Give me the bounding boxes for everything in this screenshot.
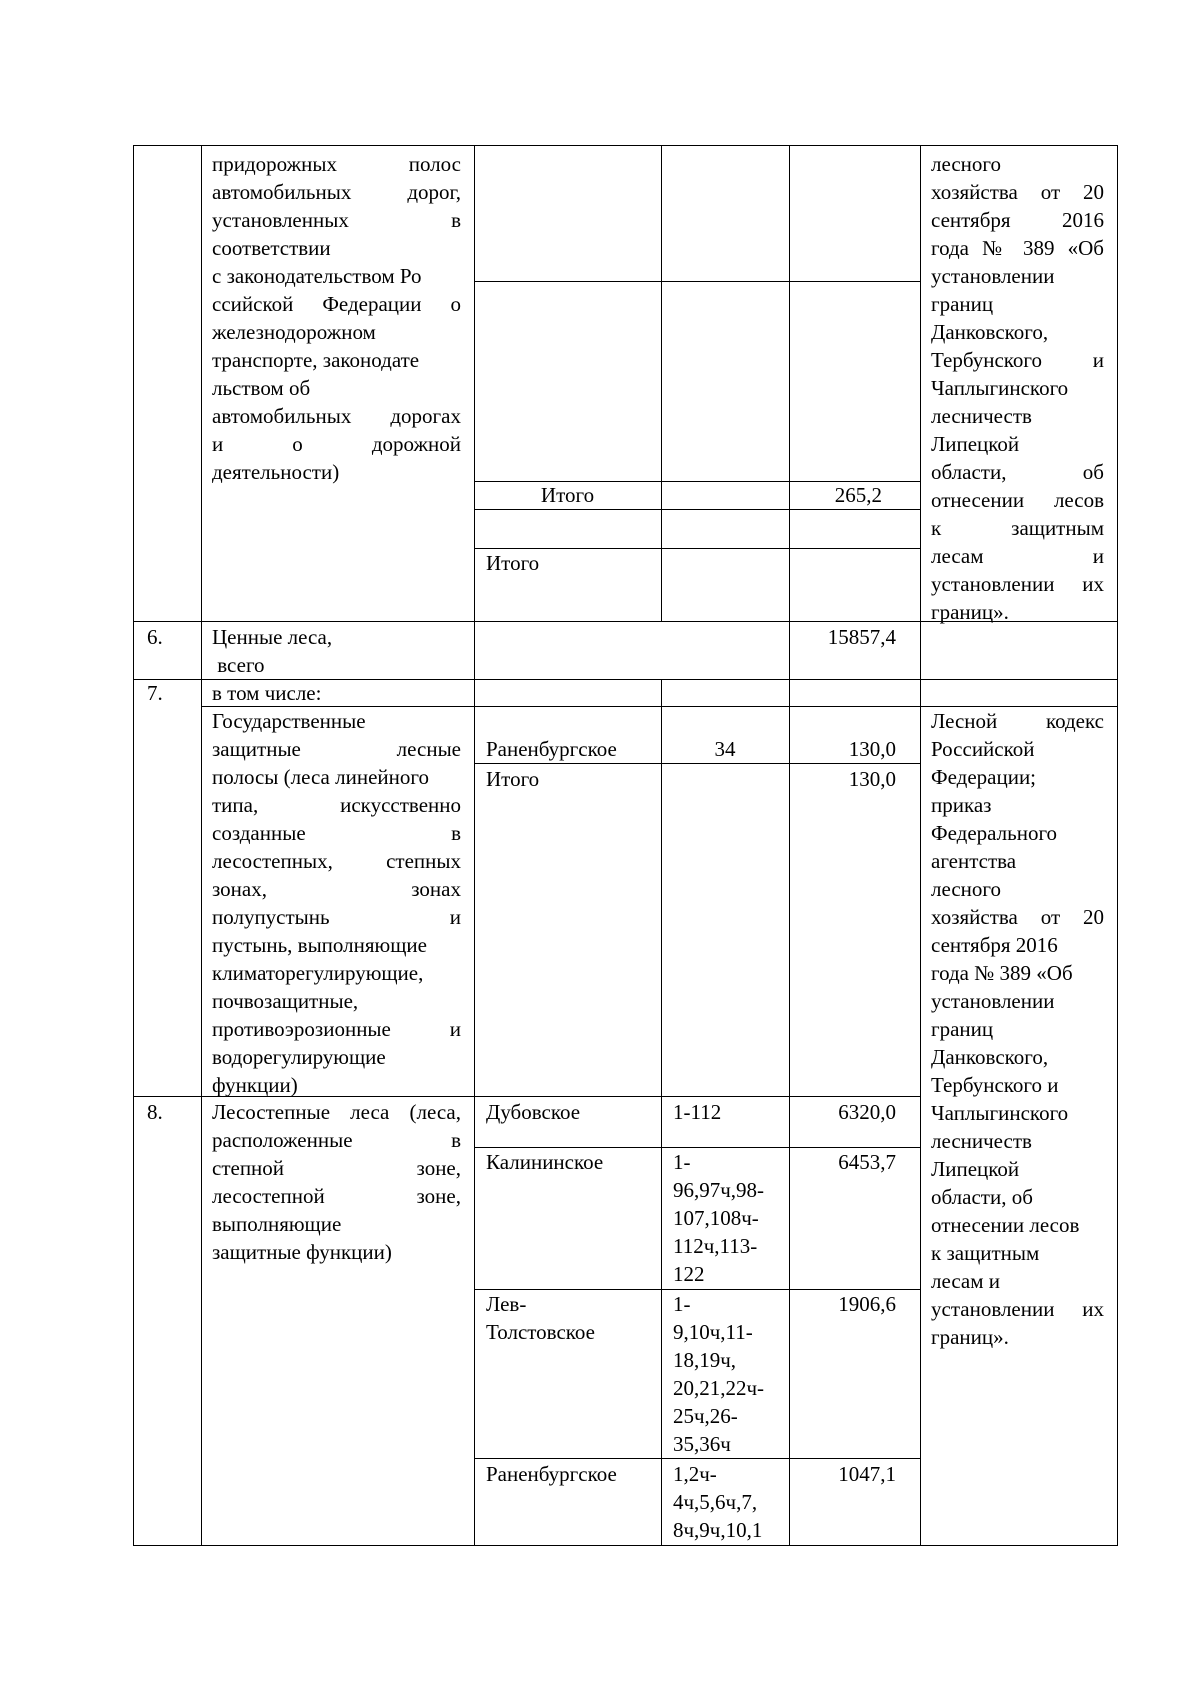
row-name: Лесостепные леса (леса, (212, 1100, 461, 1124)
legal-basis-line: лесам и (931, 544, 1104, 568)
legal-basis-line: Чаплыгинского (931, 376, 1069, 400)
area-value: 6453,7 (838, 1150, 896, 1174)
legal-basis-line: границ (931, 1017, 994, 1041)
row-rule (474, 763, 921, 764)
legal-basis-line: границ». (931, 1325, 1009, 1349)
row-area: 15857,4 (827, 625, 896, 649)
legal-basis-line: Тербунского и (931, 348, 1104, 372)
row-name: в том числе: (212, 681, 322, 705)
table-border-left (133, 145, 134, 1546)
legal-basis-line: Липецкой (931, 432, 1020, 456)
row-rule (474, 1458, 921, 1459)
description-line: соответствии (212, 236, 331, 260)
legal-basis-line: установлении (931, 264, 1055, 288)
quarter-numbers: 9,10ч,11- (673, 1320, 753, 1344)
description-line: защитные лесные (212, 737, 461, 761)
row-number: 7. (147, 681, 163, 705)
description-line: железнодорожном (212, 320, 376, 344)
forestry-name: Раненбургское (486, 737, 617, 761)
legal-basis-line: Российской (931, 737, 1035, 761)
legal-basis-line: установлении их (931, 572, 1104, 596)
description-line: придорожных полос (212, 152, 461, 176)
description-line: зонах, зонах (212, 877, 461, 901)
description-line: установленных в (212, 208, 461, 232)
legal-basis-line: области, об (931, 460, 1104, 484)
quarter-numbers: 1- (673, 1150, 691, 1174)
legal-basis-line: агентства (931, 849, 1017, 873)
column-rule (474, 145, 475, 1546)
legal-basis-line: Данковского, (931, 1045, 1049, 1069)
legal-basis-line: лесничеств (931, 404, 1032, 428)
quarter-numbers: 122 (673, 1262, 705, 1286)
legal-basis-line: Липецкой (931, 1157, 1020, 1181)
column-rule (661, 145, 662, 621)
row-name: выполняющие (212, 1212, 342, 1236)
quarter-numbers: 107,108ч- (673, 1206, 759, 1230)
legal-basis-line: лесам и (931, 1269, 1000, 1293)
description-line: полупустынь и (212, 905, 461, 929)
column-rule (201, 145, 202, 1546)
row-name: расположенные в (212, 1128, 461, 1152)
forestry-name: Лев- (486, 1292, 527, 1316)
legal-basis-line: сентября 2016 (931, 933, 1058, 957)
row-name: Ценные леса, (212, 625, 333, 649)
description-line: автомобильных дорогах (212, 404, 461, 428)
legal-basis-line: установлении их (931, 1297, 1104, 1321)
quarter-numbers: 112ч,113- (673, 1234, 758, 1258)
legal-basis-line: лесного (931, 877, 1001, 901)
legal-basis-line: лесного (931, 152, 1001, 176)
row-name: защитные функции) (212, 1240, 392, 1264)
legal-basis-line: к защитным (931, 1241, 1040, 1265)
total-label: Итого (540, 483, 595, 507)
column-rule (661, 680, 662, 1546)
forestry-name: Толстовское (486, 1320, 595, 1344)
total-area: 130,0 (848, 767, 896, 791)
legal-basis-line: Тербунского и (931, 1073, 1059, 1097)
row-rule (474, 281, 921, 282)
description-line: ссийской Федерации о (212, 292, 461, 316)
forestry-name: Дубовское (486, 1100, 581, 1124)
quarter-numbers: 8ч,9ч,10,1 (673, 1518, 763, 1542)
description-line: транспорте, законодате (212, 348, 420, 372)
description-line: и о дорожной (212, 432, 461, 456)
description-line: автомобильных дорог, (212, 180, 461, 204)
column-rule (789, 145, 790, 1546)
row-number: 6. (147, 625, 163, 649)
quarter-numbers: 1- (673, 1292, 691, 1316)
legal-basis-line: Лесной кодекс (931, 709, 1104, 733)
legal-basis-line: приказ (931, 793, 992, 817)
description-line: лесостепных, степных (212, 849, 461, 873)
legal-basis-line: к защитным (931, 516, 1104, 540)
row-name: лесостепной зоне, (212, 1184, 461, 1208)
quarter-numbers: 34 (714, 737, 736, 761)
total-area: 265,2 (834, 483, 882, 507)
description-line: водорегулирующие (212, 1045, 386, 1069)
legal-basis-line: отнесении лесов (931, 1213, 1080, 1237)
legal-basis-line: хозяйства от 20 (931, 180, 1104, 204)
quarter-numbers: 4ч,5,6ч,7, (673, 1490, 758, 1514)
area-value: 6320,0 (838, 1100, 896, 1124)
forestry-name: Раненбургское (486, 1462, 617, 1486)
area-value: 1906,6 (838, 1292, 896, 1316)
description-line: противоэрозионные и (212, 1017, 461, 1041)
quarter-numbers: 18,19ч, (673, 1348, 737, 1372)
table-border-right (1117, 145, 1118, 1546)
legal-basis-line: года № 389 «Об (931, 236, 1104, 260)
total-label: Итого (486, 551, 540, 575)
quarter-numbers: 25ч,26- (673, 1404, 738, 1428)
legal-basis-line: лесничеств (931, 1129, 1032, 1153)
description-line: типа, искусственно (212, 793, 461, 817)
description-line: полосы (леса линейного (212, 765, 429, 789)
description-line: функции) (212, 1073, 298, 1097)
table-border-top (133, 145, 1118, 146)
description-line: льством об (212, 376, 311, 400)
description-line: деятельности) (212, 460, 340, 484)
row-name: степной зоне, (212, 1156, 461, 1180)
row-number: 8. (147, 1100, 163, 1124)
table-border-bottom (133, 1545, 1118, 1546)
quarter-numbers: 1,2ч- (673, 1462, 717, 1486)
description-line: почвозащитные, (212, 989, 359, 1013)
legal-basis-line: хозяйства от 20 (931, 905, 1104, 929)
quarter-numbers: 35,36ч (673, 1432, 731, 1456)
quarter-numbers: 20,21,22ч- (673, 1376, 765, 1400)
legal-basis-line: границ». (931, 600, 1009, 624)
row-rule (474, 509, 921, 510)
forestry-name: Калининское (486, 1150, 604, 1174)
legal-basis-line: сентября 2016 (931, 208, 1104, 232)
description-line: созданные в (212, 821, 461, 845)
description-line: климаторегулирующие, (212, 961, 424, 985)
quarter-numbers: 1-112 (673, 1100, 722, 1124)
legal-basis-line: Федерального (931, 821, 1058, 845)
quarter-numbers: 96,97ч,98- (673, 1178, 765, 1202)
legal-basis-line: Чаплыгинского (931, 1101, 1069, 1125)
legal-basis-line: Федерации; (931, 765, 1037, 789)
row-name: всего (212, 653, 265, 677)
description-line: с законодательством Ро (212, 264, 422, 288)
area-value: 1047,1 (838, 1462, 896, 1486)
legal-basis-line: области, об (931, 1185, 1033, 1209)
description-line: пустынь, выполняющие (212, 933, 427, 957)
description-line: Государственные (212, 709, 366, 733)
legal-basis-line: установлении (931, 989, 1055, 1013)
legal-basis-line: отнесении лесов (931, 488, 1104, 512)
legal-basis-line: Данковского, (931, 320, 1049, 344)
row-rule (474, 548, 921, 549)
column-rule (920, 145, 921, 1546)
area-value: 130,0 (848, 737, 896, 761)
legal-basis-line: года № 389 «Об (931, 961, 1073, 985)
legal-basis-line: границ (931, 292, 994, 316)
total-label: Итого (486, 767, 540, 791)
